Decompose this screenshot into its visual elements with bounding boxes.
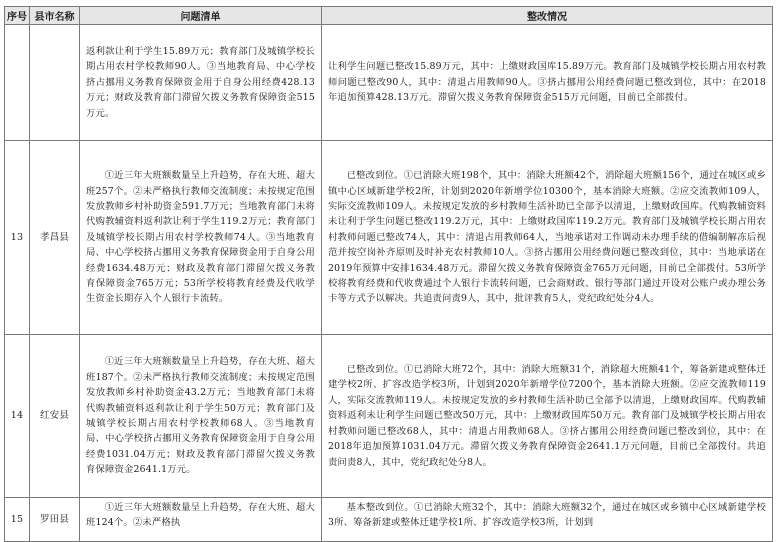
- rectification-text: 让利学生问题已整改15.89万元，其中：上缴财政国库15.89万元。教育部门及城镇学校长期占用农村教师问题已整改90人，其中：清退占用教师90人。③挤占挪用公用经费问题已整改到位，其中：在2018年追加预算428.13万元。滞留欠拨义务教育保障资金515万元问题，目前已全部拨付。: [328, 61, 766, 104]
- row-seq: 14: [5, 335, 30, 498]
- table-row: [5, 25, 773, 141]
- rectification-text: 基本整改到位。①已消除大班32个，其中：消除大班额32个，通过在城区或乡镇中心区域新建学校3所、筹备新建或整体迁建学校1所、扩容改造学校3所，计划到: [328, 502, 766, 529]
- header-seq: 序号: [5, 7, 30, 25]
- problems-text: ①近三年大班额数量呈上升趋势，存在大班、超大班124个。②未严格执: [86, 502, 315, 529]
- table-row: [5, 498, 773, 542]
- row-seq: 15: [5, 498, 30, 542]
- row-county: 罗田县: [30, 498, 80, 542]
- row-seq: [5, 25, 30, 141]
- header-county: 县市名称: [30, 7, 80, 25]
- header-problems: 问题清单: [80, 7, 322, 25]
- rectification-table: [4, 6, 773, 542]
- row-rectification: [322, 335, 773, 498]
- row-rectification: [322, 141, 773, 335]
- row-problems: [80, 335, 322, 498]
- problems-text: ①近三年大班额数量呈上升趋势，存在大班、超大班257个。②未严格执行教师交流制度；未按规定范围发放教师乡村补助资金591.7万元；当地教育部门未将代购教辅资料返利款让利于学生119.2万元；教育部门及城镇学校长期占用农村学校教师74人。③当地教育局、中心学校挤占挪用义务教育保障资金用于自身公用经费1634.48万元；财政及教育部门滞留欠拨义务教育保障资金765万元；53所学校将教育经费及代收学生资金长期存入个人银行卡流转。: [86, 170, 315, 305]
- table-row: [5, 335, 773, 498]
- rectification-text: 已整改到位。①已消除大班198个，其中：消除大班额42个，消除超大班额156个，通过在城区或乡镇中心区域新建学校2所，计划到2020年新增学位10300个，基本消除大班额。②应交流教师109人，实际交流教师109人。未按规定发放的乡村教师生活补助已全部予以清退，上缴财政国库。代购教辅资料未让利于学生问题已整改119.2万元，其中：上缴财政国库119.2万元。教育部门及城镇学校长期占用农村教师问题已整改74人，其中：清退占用教师64人，当地承诺对工作调动未办理手续的借编制解冻后视范并按空岗补齐原则及时补充农村教师10人。③挤占挪用公用经费问题已整改到位，其中：当地承诺在2019年预算中安排1634.48万元。滞留欠拨义务教育保障资金765万元问题，目前已全部拨付。53所学校将教育经费和代收费通过个人银行卡流转问题，已会商财政、银行等部门通过开设对公账户或办理公务卡等方式予以解决。共追责问责9人，其中，批评教育5人，党纪政纪处分4人。: [328, 170, 766, 305]
- row-seq: 13: [5, 141, 30, 335]
- rectification-text: 已整改到位。①已消除大班72个，其中：消除大班额31个，消除超大班额41个，筹备新建或整体迁建学校2所、扩容改造学校3所，计划到2020年新增学位7200个，基本消除大班额。②应交流教师119人，实际交流教师119人。未按规定发放的乡村教师生活补助已全部予以清退，上缴财政国库。代购教辅资料返利未让利学生问题已整改50万元，其中：上缴财政国库50万元。教育部门及城镇学校长期占用农村教师问题已整改68人，其中：清退占用教师68人。③挤占挪用公用经费问题已整改到位，其中：在2018年追加预算1031.04万元。滞留欠拨义务教育保障资金2641.1万元问题，目前已全部拨付。共追责问责8人，其中，党纪政纪处分8人。: [328, 364, 766, 468]
- row-rectification: [322, 25, 773, 141]
- row-rectification: [322, 498, 773, 542]
- row-county: 红安县: [30, 335, 80, 498]
- row-problems: [80, 498, 322, 542]
- table-row: [5, 141, 773, 335]
- row-problems: [80, 141, 322, 335]
- problems-text: 返利款让利于学生15.89万元；教育部门及城镇学校长期占用农村学校教师90人。③当地教育局、中心学校挤占挪用义务教育保障资金用于自身公用经费428.13万元；财政及教育部门滞留欠拨义务教育保障资金515万元。: [86, 45, 315, 119]
- row-county: [30, 25, 80, 141]
- header-rectification: 整改情况: [322, 7, 773, 25]
- problems-text: ①近三年大班额数量呈上升趋势，存在大班、超大班187个。②未严格执行教师交流制度；未按规定范围发放教师乡村补助资金43.2万元；当地教育部门未将代购教辅资料返利款让利于学生50万元；教育部门及城镇学校长期占用农村学校教师68人。③当地教育局、中心学校挤占挪用义务教育保障资金用于自身公用经费1031.04万元；财政及教育部门滞留欠拨义务教育保障资金2641.1万元。: [86, 356, 315, 476]
- row-problems: [80, 25, 322, 141]
- table-header-row: [5, 7, 773, 25]
- row-county: 孝昌县: [30, 141, 80, 335]
